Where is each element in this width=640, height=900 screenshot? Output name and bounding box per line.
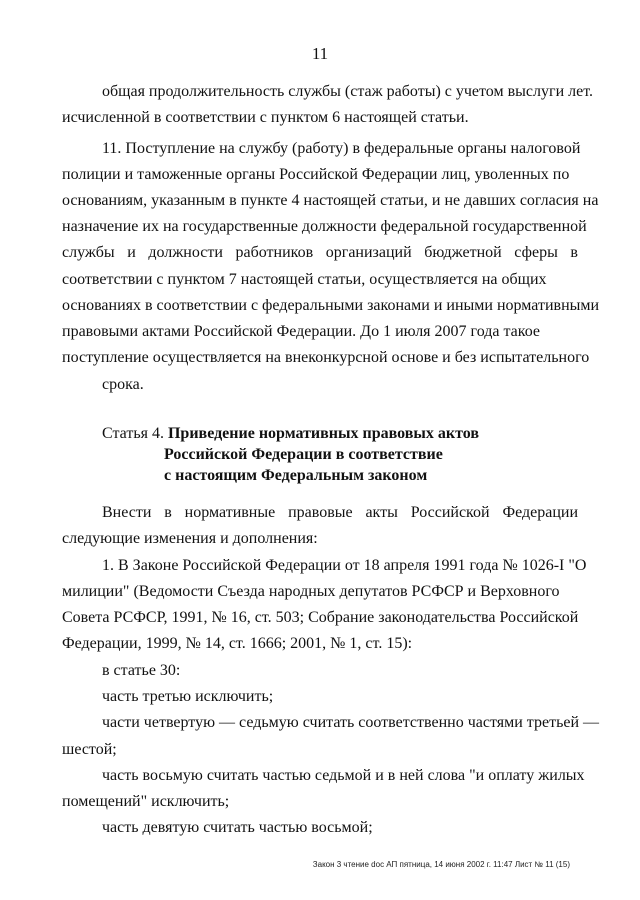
word: должности [148,244,223,261]
article-title-line: Приведение нормативных правовых актов [167,425,479,442]
paragraph-line: соответствии с пунктом 7 настоящей статьи, осуществляется на общих [62,271,547,288]
paragraph-line: поступление осуществляется на внеконкурсной основе и без испытательного [62,349,590,366]
paragraph-line: основаниям, указанным в пункте 4 настоящей статьи, и не давших согласия на [62,192,599,209]
paragraph-line: части четвертую — седьмую считать соответственно частями третьей — [102,714,600,731]
word: и [127,244,136,261]
word: организаций [325,244,412,261]
paragraph-line: Федерации, 1999, № 14, ст. 1666; 2001, № 1, ст. 15): [62,635,413,652]
paragraph-line-justified [102,503,578,523]
word: Российской [410,504,490,521]
word: сферы [514,244,558,261]
article-number: Статья 4. [102,425,168,442]
paragraph-line: 11. Поступление на службу (работу) в федеральные органы налоговой [102,140,581,157]
word: акты [365,504,398,521]
paragraph-line: 1. В Законе Российской Федерации от 18 апреля 1991 года № 1026-I "О [102,557,587,574]
paragraph-line: Совета РСФСР, 1991, № 16, ст. 503; Собрание законодательства Российской [62,609,579,626]
word: нормативные [184,504,276,521]
page-number: 11 [311,44,329,63]
word: в [164,504,172,521]
paragraph-line: помещений" исключить; [62,793,230,810]
paragraph-line: основаниях в соответствии с федеральными законами и иными нормативными [62,297,600,314]
paragraph-line: милиции" (Ведомости Съезда народных депутатов РСФСР и Верховного [62,583,560,600]
page-footer: Закон 3 чтение doc АП пятница, 14 июня 2002 г. 11:47 Лист № 11 (15) [312,860,570,869]
word: правовые [288,504,353,521]
word: Федерации [502,504,578,521]
word: Внести [102,504,152,521]
article-title-line: с настоящим Федеральным законом [164,467,428,484]
paragraph-line: исчисленной в соответствии с пунктом 6 настоящей статьи. [62,109,469,126]
paragraph-line: полиции и таможенные органы Российской Федерации лиц, уволенных по [62,166,570,183]
paragraph-line: назначение их на государственные должности федеральной государственной [62,218,587,235]
paragraph-line: часть третью исключить; [102,688,274,705]
paragraph-line: в статье 30: [102,662,181,679]
paragraph-line: срока. [102,376,144,393]
paragraph-line: часть девятую считать частью восьмой; [102,819,373,836]
paragraph-line: часть восьмую считать частью седьмой и в ней слова "и оплату жилых [102,767,585,784]
paragraph-line: следующие изменения и дополнения: [62,530,318,547]
paragraph-line-justified [62,243,578,263]
word: службы [62,244,115,261]
word: в [570,244,578,261]
word: работников [235,244,314,261]
article-heading [102,423,479,486]
paragraph-line: шестой; [62,741,117,758]
word: бюджетной [424,244,502,261]
paragraph-line: общая продолжительность службы (стаж работы) с учетом выслуги лет. [102,83,594,100]
article-title-line: Российской Федерации в соответствие [164,446,443,463]
paragraph-line: правовыми актами Российской Федерации. До 1 июля 2007 года такое [62,323,541,340]
